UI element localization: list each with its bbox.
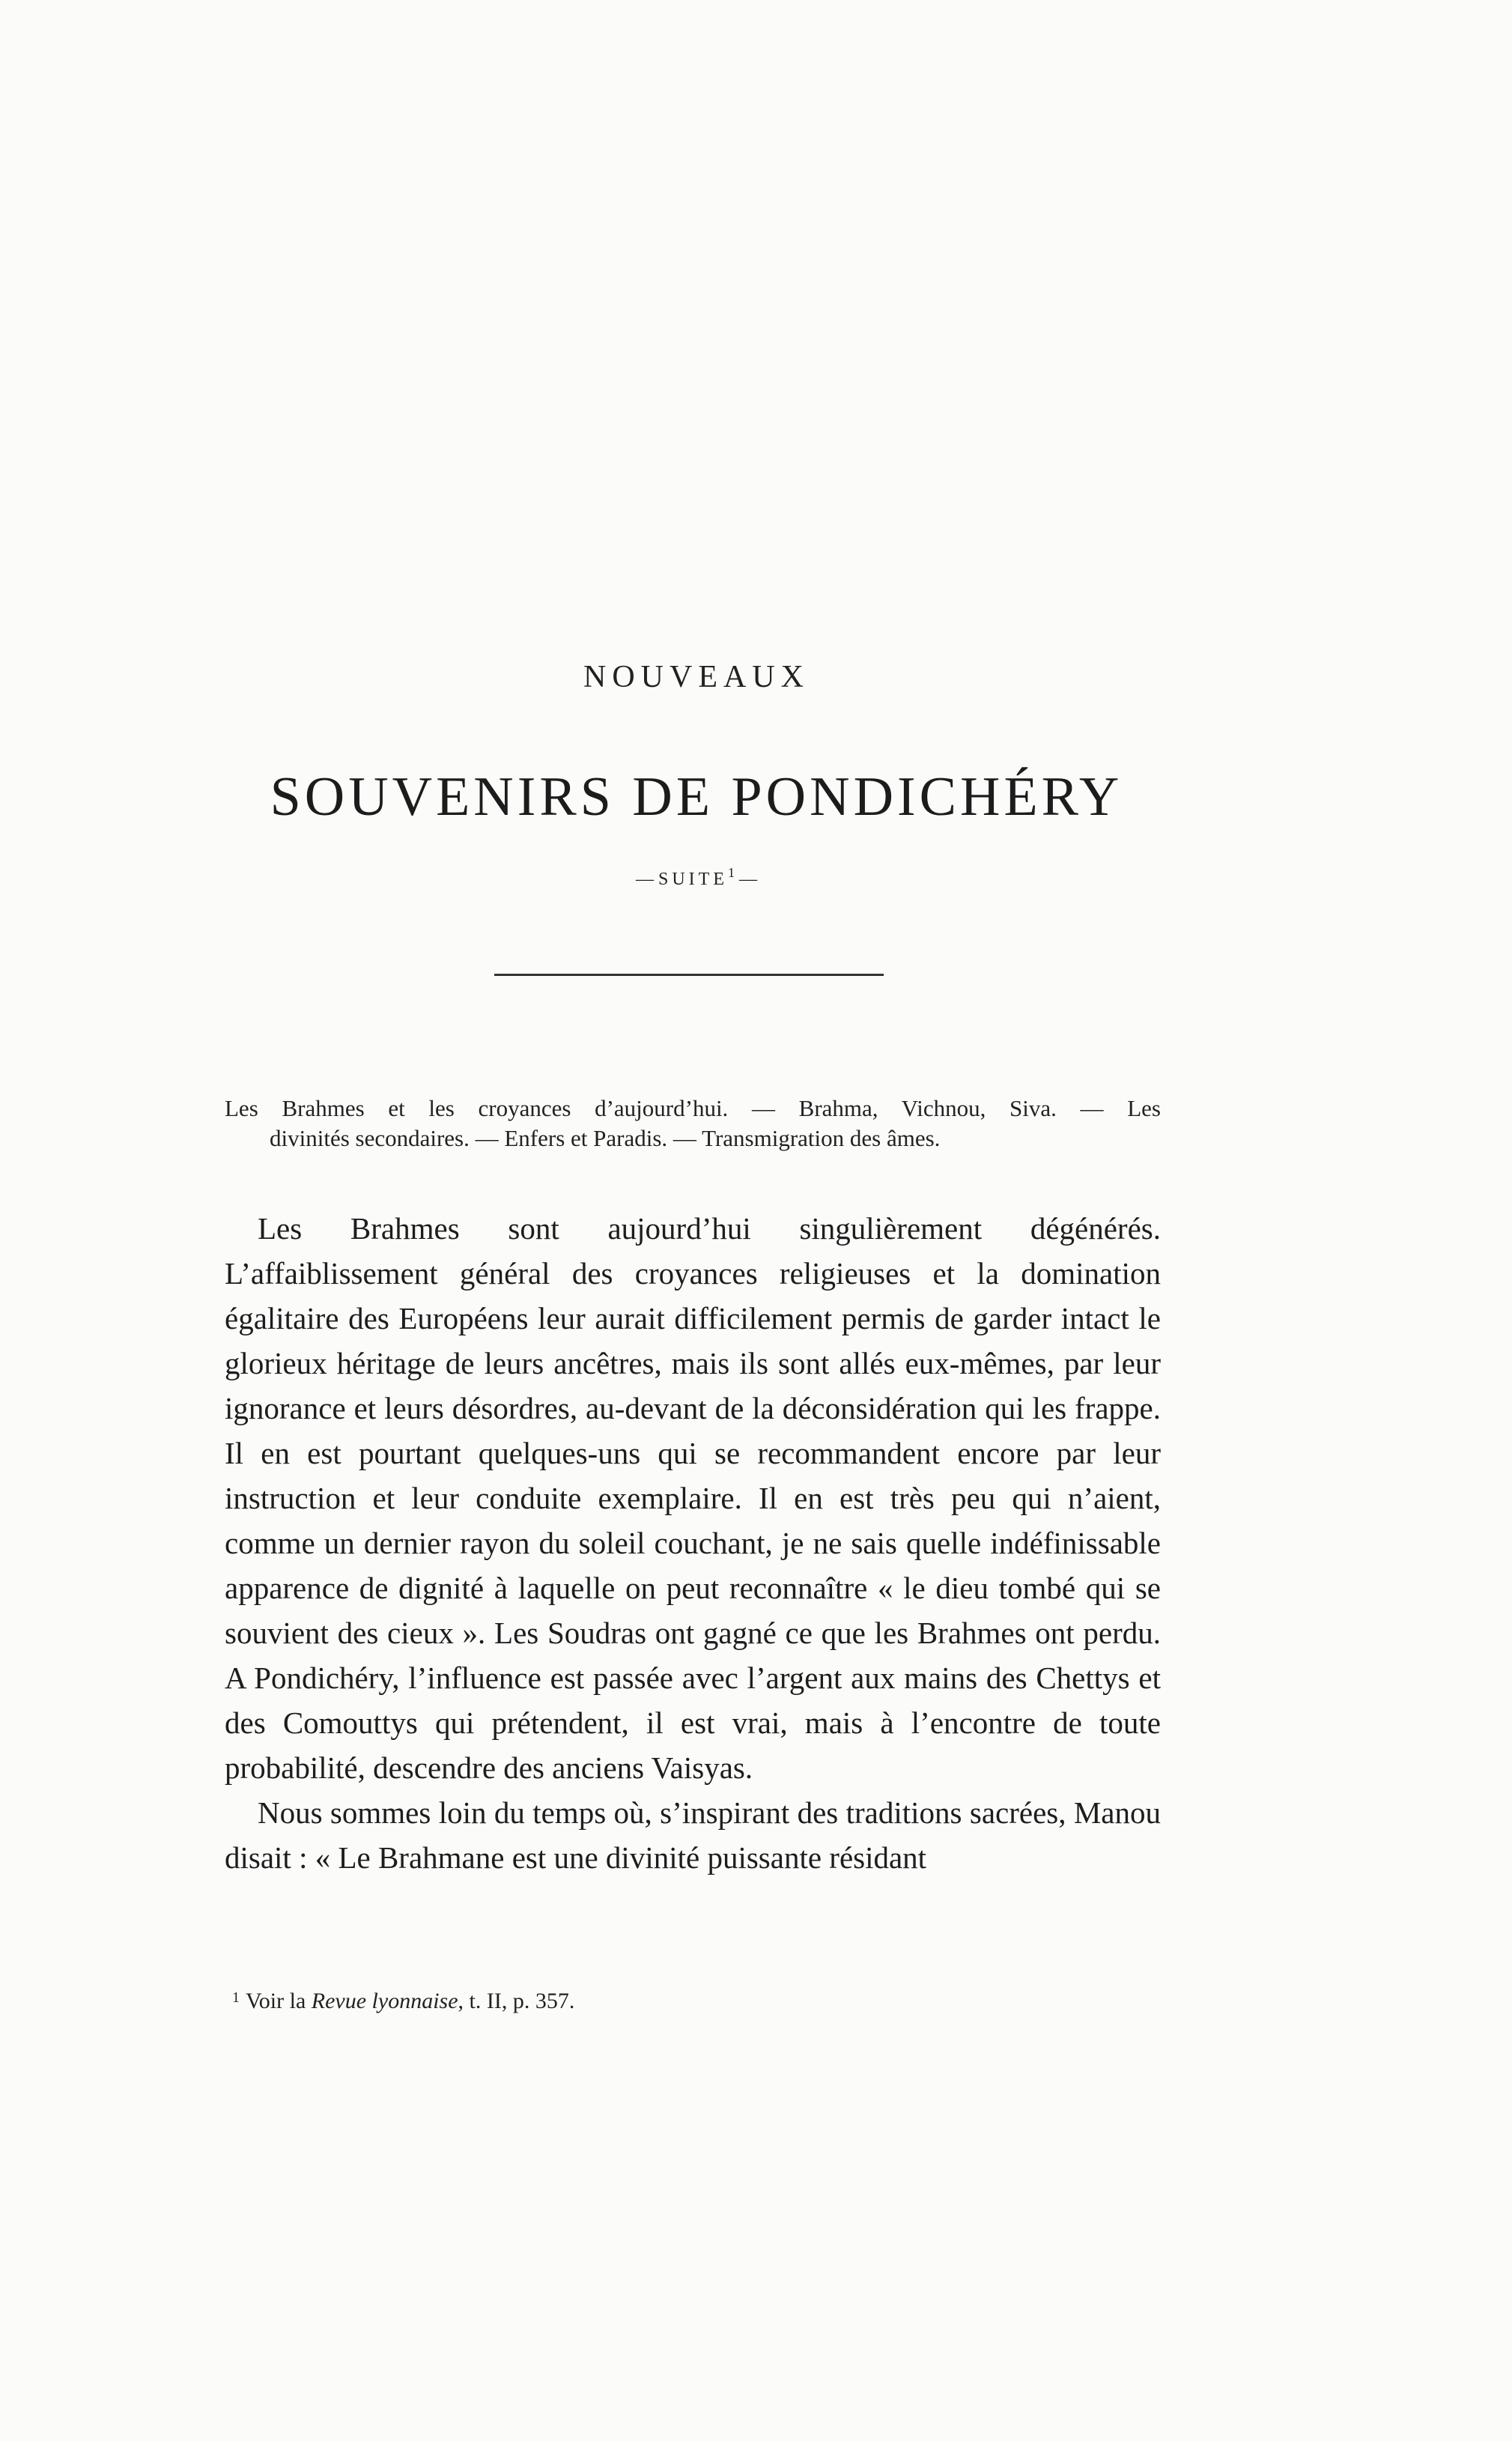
summary-line-2: divinités secondaires. — Enfers et Paradis. — Transmigration des âmes. [270, 1125, 941, 1151]
suite-label [0, 865, 1393, 890]
body-text [225, 1206, 1161, 1880]
paragraph-2: Nous sommes loin du temps où, s’inspirant des traditions sacrées, Manou disait : « Le Brahmane est une divinité puissante résidant [225, 1795, 1161, 1875]
paragraph-1: Les Brahmes sont aujourd’hui singulièrement dégénérés. L’affaiblissement général des croyances religieuses et la domination égalitaire des Européens leur aurait difficilement permis de garder intact le glorieux héritage de leurs ancêtres, mais ils sont allés eux-mêmes, par leur ignorance et leurs désordres, au-devant de la déconsidération qui les frappe. Il en est pourtant quelques-uns qui se recommandent encore par leur instruction et leur conduite exemplaire. Il en est très peu qui n’aient, comme un dernier rayon du soleil couchant, je ne sais quelle indéfinissable apparence de dignité à laquelle on peut reconnaître « le dieu tombé qui se souvient des cieux ». Les Soudras ont gagné ce que les Brahmes ont perdu. A Pondichéry, l’influence est passée avec l’argent aux mains des Chettys et des Comouttys qui prétendent, il est vrai, mais à l’encontre de toute probabilité, descendre des anciens Vaisyas. [225, 1211, 1161, 1785]
suite-word: SUITE [658, 870, 728, 889]
page-title: SOUVENIRS DE PONDICHÉRY [270, 766, 1123, 828]
suite-dash-left: — [636, 870, 654, 889]
footnote-prefix: Voir la [246, 1989, 306, 2013]
footnote-suffix: , t. II, p. 357. [458, 1989, 575, 2013]
supertitle: NOUVEAUX [583, 660, 810, 694]
summary-line-1: Les Brahmes et les croyances d’aujourd’hui. — Brahma, Vichnou, Siva. — Les [225, 1095, 1161, 1121]
footnote-journal-title: Revue lyonnaise [311, 1989, 458, 2013]
divider-rule [494, 974, 884, 976]
chapter-summary [225, 1094, 1161, 1153]
suite-dash-right: — [739, 870, 757, 889]
suite-footnote-marker: 1 [728, 865, 735, 880]
footnote [232, 1989, 1161, 2014]
footnote-marker: 1 [232, 1989, 240, 2006]
